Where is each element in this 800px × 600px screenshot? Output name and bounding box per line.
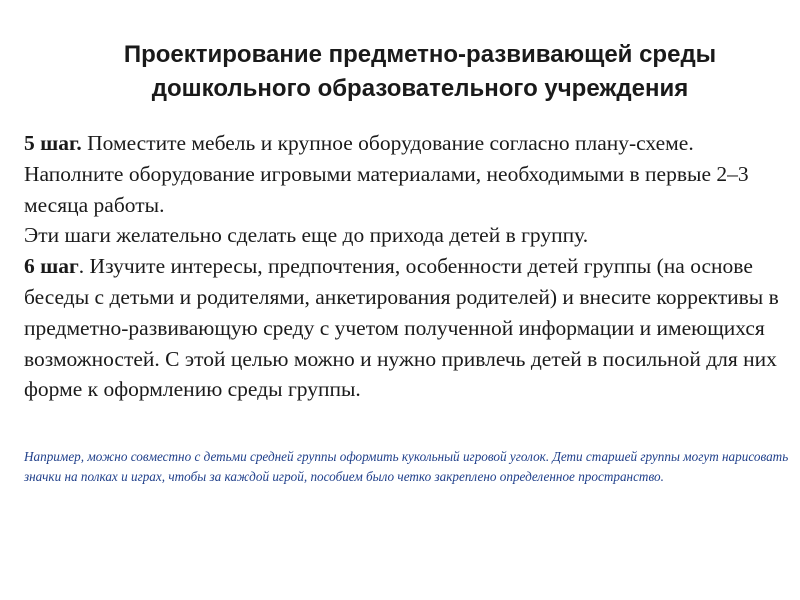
step-5-paragraph bbox=[24, 128, 796, 220]
title-line-1: Проектирование предметно-развивающей среды bbox=[123, 41, 717, 68]
title-line-2: дошкольного образовательного учреждения bbox=[151, 75, 689, 102]
example-note: Например, можно совместно с детьми средней группы оформить кукольный игровой уголок. Дети старшей группы могут нарисовать значки на полках и играх, чтобы за каждой игрой, пособием было четко закреплено определенное пространство. bbox=[24, 449, 789, 484]
slide-title bbox=[40, 38, 800, 106]
step-5-text: Поместите мебель и крупное оборудование согласно плану-схеме. Наполните оборудование игровыми материалами, необходимыми в первые 2–3 месяца работы. bbox=[24, 131, 749, 217]
step-6-label: 6 шаг bbox=[24, 254, 79, 279]
step-5-note: Эти шаги желательно сделать еще до прихода детей в группу. bbox=[24, 223, 589, 248]
step-6-paragraph bbox=[24, 251, 796, 405]
step-5-label: 5 шаг. bbox=[24, 131, 82, 155]
step-6-text: . Изучите интересы, предпочтения, особенности детей группы (на основе беседы с детьми и родителями, анкетирования родителей) и внесите коррективы в предметно-развивающую среду с учетом полученной информации и имеющихся возможностей. С этой целью можно и нужно привлечь детей в посильной для них форме к оформлению среды группы. bbox=[24, 254, 779, 402]
slide-body bbox=[24, 128, 796, 405]
